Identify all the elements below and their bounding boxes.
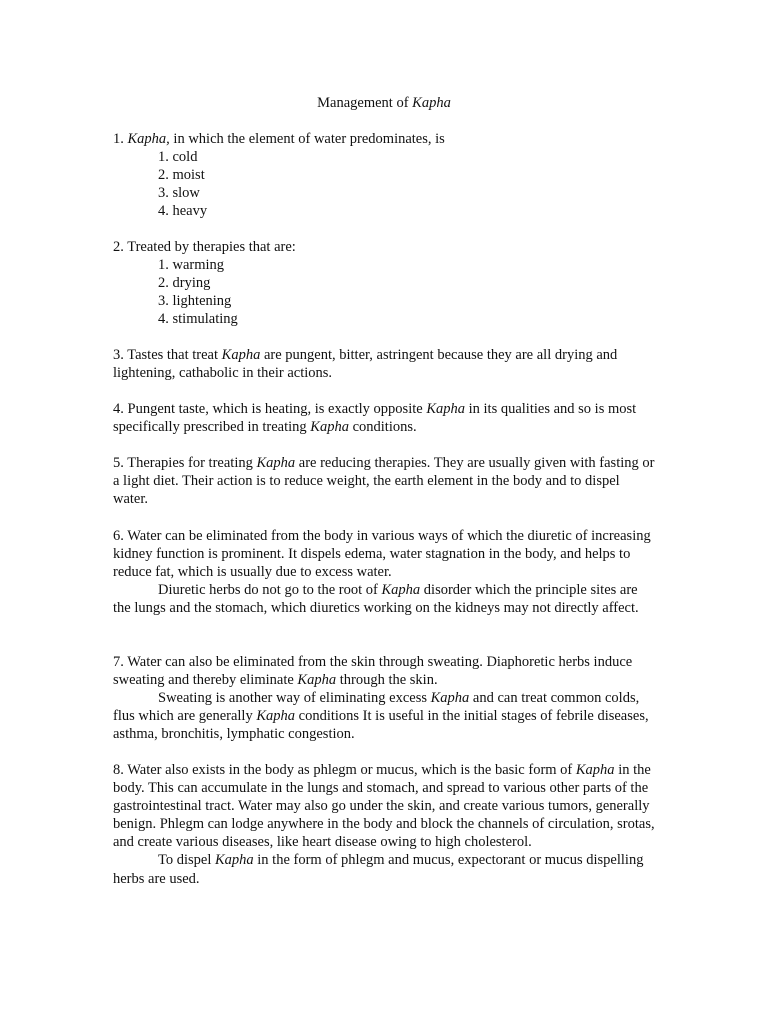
section-4-paragraph — [113, 400, 658, 436]
text-run: in its qualities and so is most specifically prescribed in treating — [113, 401, 637, 436]
list-item: 1. warming — [158, 257, 225, 274]
text-run: To dispel — [158, 852, 215, 869]
section-7-paragraph-2 — [113, 689, 658, 743]
title-italic: Kapha — [412, 95, 451, 111]
kapha-term: Kapha — [256, 708, 296, 725]
kapha-term: Kapha — [575, 762, 615, 778]
kapha-term: Kapha, — [127, 131, 170, 147]
text-run: Diuretic herbs do not go to the root of — [158, 582, 382, 599]
text-run: 8. Water also exists in the body as phlegm or mucus, which is the basic form of — [113, 762, 576, 778]
text-run: through the skin. — [336, 672, 438, 689]
section-6-paragraph-2 — [113, 581, 658, 617]
section-7-paragraph-1 — [113, 653, 658, 689]
kapha-term: Kapha — [221, 347, 261, 363]
kapha-term: Kapha — [381, 582, 421, 599]
section-2 — [113, 238, 658, 328]
text-run: 4. Pungent taste, which is heating, is exactly opposite — [113, 401, 427, 417]
kapha-term: Kapha — [297, 672, 337, 689]
text-run: and can treat common colds, flus which are generally — [113, 690, 640, 725]
section-1-number: 1. — [113, 131, 128, 147]
section-1-lead — [113, 130, 658, 148]
text-run: in the body. This can accumulate in the lungs and stomach, and spread to various other parts of the gastrointestinal tract. Water may also go under the skin, and create various tumors, generally benign. Phlegm can lodge anywhere in the body and block the channels of circulation, srotas, and create various diseases, like heart disease owing to high cholesterol. — [113, 762, 655, 851]
list-item: 2. moist — [158, 167, 205, 184]
text-run: 7. Water can also be eliminated from the skin through sweating. Diaphoretic herbs induce sweating and thereby eliminate — [113, 654, 633, 689]
section-8 — [113, 761, 658, 888]
text-run: conditions. — [348, 419, 417, 436]
section-3-paragraph — [113, 346, 658, 382]
page-title — [0, 94, 768, 112]
kapha-term: Kapha — [256, 455, 296, 471]
text-run: are pungent, bitter, astringent because they are all drying and lightening, cathabolic in their actions. — [113, 347, 618, 382]
list-item: 1. cold — [158, 149, 198, 166]
section-8-paragraph-2 — [113, 851, 658, 887]
title-text: Management of — [317, 95, 413, 111]
section-2-lead: 2. Treated by therapies that are: — [113, 239, 296, 255]
section-1 — [113, 130, 658, 220]
section-3 — [113, 346, 658, 382]
section-8-paragraph-1 — [113, 761, 658, 851]
list-item: 3. lightening — [158, 293, 232, 310]
text-run: Sweating is another way of eliminating excess — [158, 690, 431, 707]
list-item: 3. slow — [158, 185, 200, 202]
kapha-term: Kapha — [426, 401, 465, 417]
kapha-term: Kapha — [214, 852, 254, 869]
section-7 — [113, 653, 658, 743]
section-6 — [113, 527, 658, 617]
section-6-paragraph-1: 6. Water can be eliminated from the body in various ways of which the diuretic of increasing kidney function is prominent. It dispels edema, water stagnation in the body, and helps to reduce fat, which is usually due to excess water. — [113, 528, 651, 581]
section-5-paragraph — [113, 454, 658, 508]
list-item: 2. drying — [158, 275, 211, 292]
kapha-term: Kapha — [310, 419, 349, 436]
text-run: conditions It is useful in the initial stages of febrile diseases, asthma, bronchitis, lymphatic congestion. — [113, 708, 649, 743]
text-run: in the form of phlegm and mucus, expectorant or mucus dispelling herbs are used. — [113, 852, 644, 887]
list-item: 4. heavy — [158, 203, 208, 220]
text-run: are reducing therapies. They are usually given with fasting or a light diet. Their action is to reduce weight, the earth element in the body and to dispel water. — [113, 455, 655, 508]
section-5 — [113, 454, 658, 508]
text-run: 3. Tastes that treat — [113, 347, 222, 363]
section-4 — [113, 400, 658, 436]
section-1-text: in which the element of water predominates, is — [169, 131, 445, 147]
text-run: disorder which the principle sites are the lungs and the stomach, which diuretics working on the kidneys may not directly affect. — [113, 582, 639, 617]
kapha-term: Kapha — [430, 690, 470, 707]
list-item: 4. stimulating — [158, 311, 238, 328]
text-run: 5. Therapies for treating — [113, 455, 257, 471]
